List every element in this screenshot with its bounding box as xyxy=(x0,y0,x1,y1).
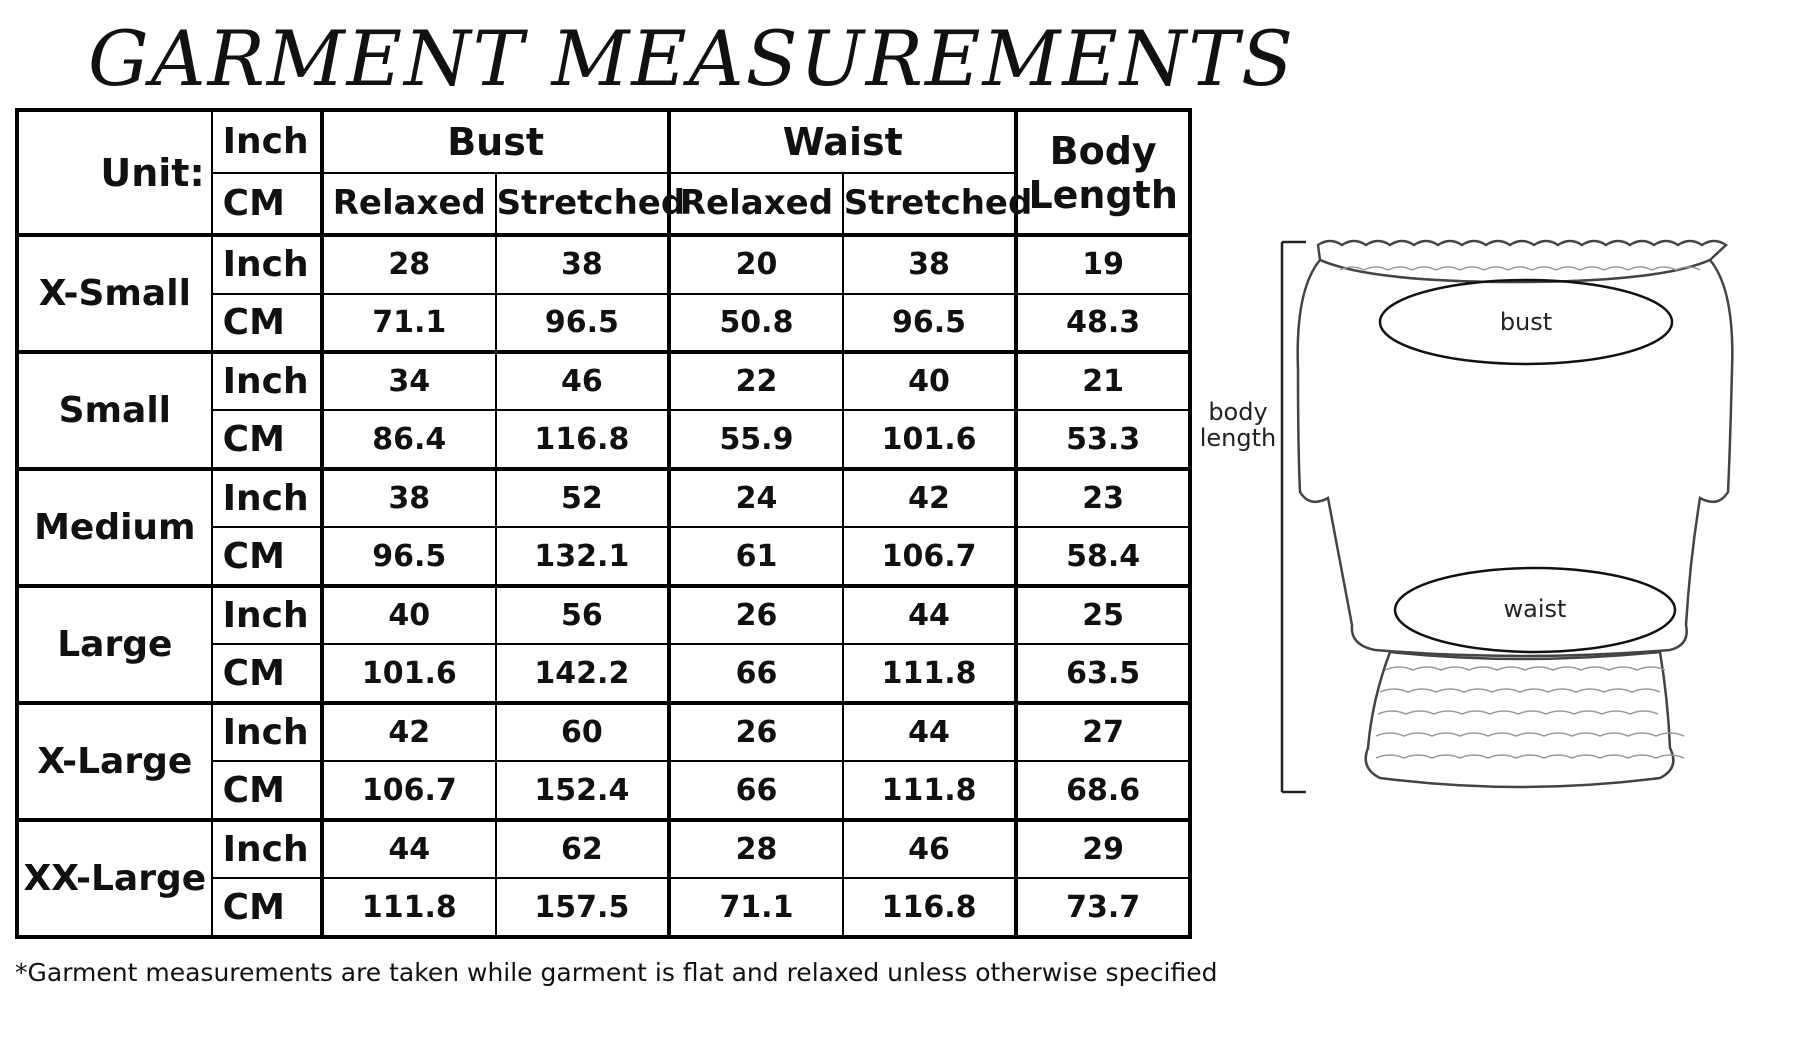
value-cell: 26 xyxy=(669,586,843,644)
value-cell: 142.2 xyxy=(496,644,670,702)
unit-option-cm: CM xyxy=(212,173,322,236)
value-cell: 48.3 xyxy=(1016,294,1190,352)
bust-stretched-header: Stretched xyxy=(496,173,670,236)
value-cell: 71.1 xyxy=(322,294,496,352)
body-length-label-2: length xyxy=(1199,424,1277,452)
size-name: X-Small xyxy=(17,235,212,352)
bust-relaxed-header: Relaxed xyxy=(322,173,496,236)
value-cell: 86.4 xyxy=(322,410,496,468)
value-cell: 34 xyxy=(322,352,496,410)
value-cell: 111.8 xyxy=(843,644,1017,702)
value-cell: 63.5 xyxy=(1016,644,1190,702)
value-cell: 46 xyxy=(496,352,670,410)
unit-option-inch: Inch xyxy=(212,110,322,173)
row-unit-inch: Inch xyxy=(212,703,322,761)
row-unit-cm: CM xyxy=(212,410,322,468)
waist-header: Waist xyxy=(669,110,1016,173)
value-cell: 60 xyxy=(496,703,670,761)
value-cell: 152.4 xyxy=(496,761,670,819)
value-cell: 116.8 xyxy=(843,878,1017,937)
table-row xyxy=(17,703,1190,761)
value-cell: 38 xyxy=(322,469,496,527)
value-cell: 21 xyxy=(1016,352,1190,410)
value-cell: 55.9 xyxy=(669,410,843,468)
unit-label: Unit: xyxy=(17,110,212,235)
value-cell: 58.4 xyxy=(1016,527,1190,585)
table-row xyxy=(17,586,1190,644)
bust-label: bust xyxy=(1499,308,1553,336)
size-name: Large xyxy=(17,586,212,703)
value-cell: 52 xyxy=(496,469,670,527)
body-length-line1: Body xyxy=(1049,128,1157,173)
value-cell: 61 xyxy=(669,527,843,585)
waist-label: waist xyxy=(1503,595,1567,623)
value-cell: 66 xyxy=(669,761,843,819)
value-cell: 38 xyxy=(843,235,1017,293)
value-cell: 96.5 xyxy=(496,294,670,352)
body-length-label-1: body xyxy=(1208,398,1268,426)
row-unit-inch: Inch xyxy=(212,469,322,527)
value-cell: 44 xyxy=(843,703,1017,761)
waist-relaxed-header: Relaxed xyxy=(669,173,843,236)
size-name: Medium xyxy=(17,469,212,586)
row-unit-inch: Inch xyxy=(212,352,322,410)
value-cell: 111.8 xyxy=(322,878,496,937)
value-cell: 38 xyxy=(496,235,670,293)
value-cell: 73.7 xyxy=(1016,878,1190,937)
table-row xyxy=(17,352,1190,410)
value-cell: 27 xyxy=(1016,703,1190,761)
value-cell: 28 xyxy=(322,235,496,293)
value-cell: 24 xyxy=(669,469,843,527)
value-cell: 56 xyxy=(496,586,670,644)
value-cell: 40 xyxy=(843,352,1017,410)
value-cell: 50.8 xyxy=(669,294,843,352)
value-cell: 42 xyxy=(322,703,496,761)
value-cell: 22 xyxy=(669,352,843,410)
value-cell: 26 xyxy=(669,703,843,761)
size-name: X-Large xyxy=(17,703,212,820)
value-cell: 19 xyxy=(1016,235,1190,293)
footnote: *Garment measurements are taken while garment is flat and relaxed unless otherwise specified xyxy=(15,958,1218,987)
value-cell: 116.8 xyxy=(496,410,670,468)
value-cell: 96.5 xyxy=(843,294,1017,352)
value-cell: 20 xyxy=(669,235,843,293)
value-cell: 28 xyxy=(669,820,843,878)
page-title: GARMENT MEASUREMENTS xyxy=(88,14,1296,103)
value-cell: 25 xyxy=(1016,586,1190,644)
body-length-header xyxy=(1016,110,1190,235)
value-cell: 111.8 xyxy=(843,761,1017,819)
row-unit-cm: CM xyxy=(212,294,322,352)
table-row xyxy=(17,820,1190,878)
bust-header: Bust xyxy=(322,110,669,173)
value-cell: 157.5 xyxy=(496,878,670,937)
row-unit-inch: Inch xyxy=(212,586,322,644)
row-unit-cm: CM xyxy=(212,644,322,702)
value-cell: 132.1 xyxy=(496,527,670,585)
table-row xyxy=(17,235,1190,293)
value-cell: 66 xyxy=(669,644,843,702)
garment-diagram xyxy=(1190,230,1800,830)
body-length-line2: Length xyxy=(1028,172,1178,217)
value-cell: 42 xyxy=(843,469,1017,527)
row-unit-inch: Inch xyxy=(212,820,322,878)
value-cell: 44 xyxy=(322,820,496,878)
garment-illustration xyxy=(1190,230,1800,830)
value-cell: 46 xyxy=(843,820,1017,878)
row-unit-cm: CM xyxy=(212,878,322,937)
value-cell: 101.6 xyxy=(843,410,1017,468)
value-cell: 68.6 xyxy=(1016,761,1190,819)
row-unit-cm: CM xyxy=(212,527,322,585)
value-cell: 101.6 xyxy=(322,644,496,702)
value-cell: 62 xyxy=(496,820,670,878)
value-cell: 106.7 xyxy=(843,527,1017,585)
size-chart-table xyxy=(15,108,1192,939)
waist-stretched-header: Stretched xyxy=(843,173,1017,236)
table-row xyxy=(17,469,1190,527)
value-cell: 44 xyxy=(843,586,1017,644)
value-cell: 53.3 xyxy=(1016,410,1190,468)
size-name: XX-Large xyxy=(17,820,212,937)
value-cell: 23 xyxy=(1016,469,1190,527)
value-cell: 71.1 xyxy=(669,878,843,937)
value-cell: 96.5 xyxy=(322,527,496,585)
value-cell: 106.7 xyxy=(322,761,496,819)
row-unit-cm: CM xyxy=(212,761,322,819)
row-unit-inch: Inch xyxy=(212,235,322,293)
size-name: Small xyxy=(17,352,212,469)
value-cell: 29 xyxy=(1016,820,1190,878)
value-cell: 40 xyxy=(322,586,496,644)
